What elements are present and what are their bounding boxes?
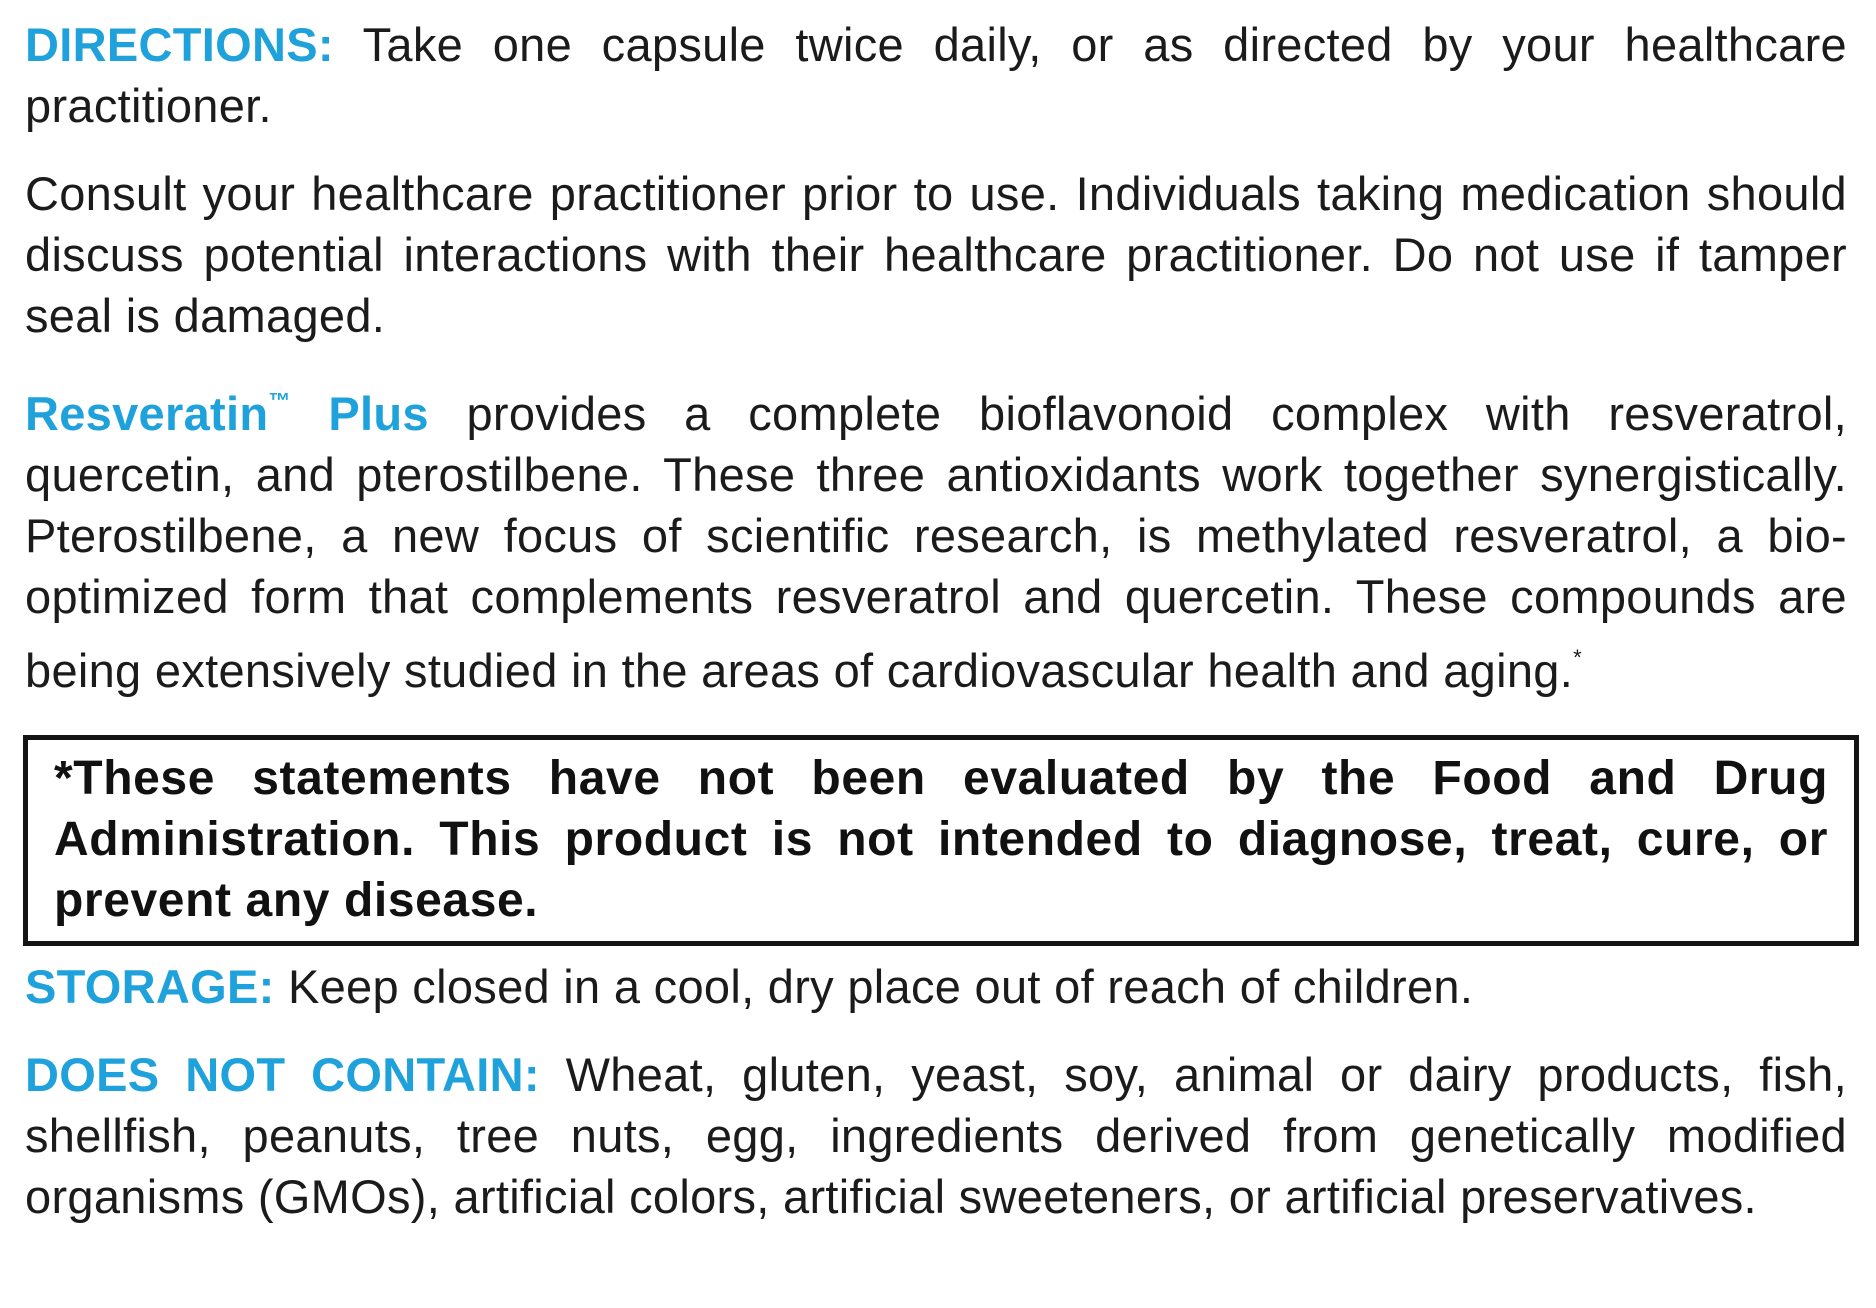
directions-text: Take one capsule twice daily, or as directed by your healthcare practitioner.	[25, 18, 1847, 132]
product-brand-suffix: Plus	[290, 387, 429, 440]
directions-heading: DIRECTIONS:	[25, 18, 334, 71]
fda-disclaimer-text: *These statements have not been evaluated by the Food and Drug Administration. This product is not intended to diagnose, treat, cure, or prevent any disease.	[54, 752, 1828, 927]
fda-disclaimer-box	[23, 735, 1859, 946]
label-panel	[25, 14, 1847, 1227]
does-not-contain-text: Wheat, gluten, yeast, soy, animal or dairy products, fish, shellfish, peanuts, tree nuts, egg, ingredients derived from genetically modified organisms (GMOs), artificial colors, artificial sweeteners, or artificial preservatives.	[25, 1048, 1847, 1223]
description-paragraph	[25, 370, 1847, 701]
caution-paragraph	[25, 163, 1847, 346]
storage-paragraph	[25, 956, 1847, 1017]
directions-paragraph	[25, 14, 1847, 136]
product-name	[25, 387, 429, 440]
footnote-marker: *	[1573, 645, 1582, 670]
product-brand: Resveratin	[25, 387, 269, 440]
does-not-contain-paragraph	[25, 1044, 1847, 1227]
storage-text: Keep closed in a cool, dry place out of reach of children.	[274, 960, 1474, 1013]
caution-text: Consult your healthcare practitioner prior to use. Individuals taking medication should discuss potential interactions with their healthcare practitioner. Do not use if tamper seal is damaged.	[25, 167, 1847, 342]
does-not-contain-heading: DOES NOT CONTAIN:	[25, 1048, 540, 1101]
storage-heading: STORAGE:	[25, 960, 275, 1013]
trademark-symbol: ™	[268, 388, 291, 413]
description-text: provides a complete bioflavonoid complex with resveratrol, quercetin, and pterostilbene. These three antioxidants work together synergistically. Pterostilbene, a new focus of scientific research, is methylated resveratrol, a bio-optimized form that complements resveratrol and quercetin. These compounds are being extensively studied in the areas of cardiovascular health and aging.	[25, 387, 1847, 697]
